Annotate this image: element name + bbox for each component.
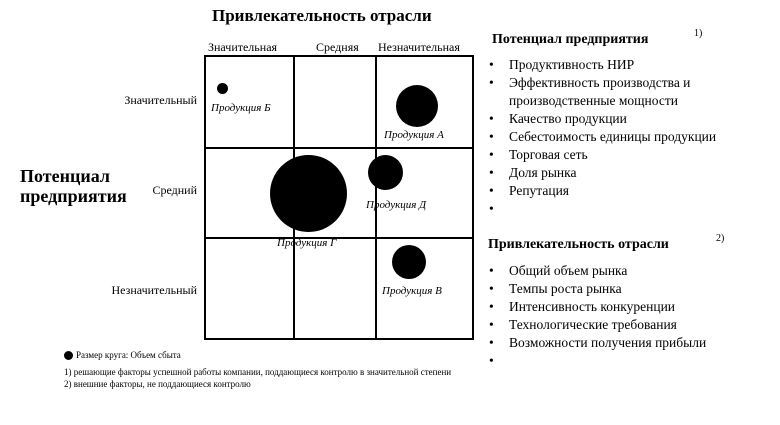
row-axis-title-line2: предприятия [20,186,127,206]
row-axis-title-line1: Потенциал [20,166,110,186]
circle-product-b [217,83,228,94]
grid-line-horizontal-1 [204,147,474,149]
footnote-2: 2) внешние факторы, не поддающиеся контролю [64,379,251,389]
list-item: • Доля рынка [489,164,716,182]
list-item: • Торговая сеть [489,146,716,164]
circle-product-d [368,155,403,190]
label-product-a: Продукция А [384,129,444,141]
circle-product-v [392,245,426,279]
footnote-1: 1) решающие факторы успешной работы компании, поддающиеся контролю в значительной степени [64,367,452,377]
panel-attractiveness-title: Привлекательность отрасли [488,237,669,252]
list-item: • Репутация [489,182,716,200]
label-product-v: Продукция В [382,285,442,297]
grid-line-horizontal-2 [204,237,474,239]
list-item: • Возможности получения прибыли [489,334,706,352]
list-item-continuation [489,92,716,110]
list-item: • Общий объем рынка [489,262,706,280]
list-item: • Интенсивность конкуренции [489,298,706,316]
row-header-medium: Средний [152,183,197,197]
circle-product-g [270,155,347,232]
panel-potential-footnote-mark: 1) [694,28,703,39]
row-header-insignificant: Незначительный [111,283,197,297]
row-axis-title [20,166,127,206]
list-item: • Эффективность производства и [489,74,716,92]
legend-circle-size [64,350,181,360]
list-item-text: производственные мощности [509,93,678,108]
panel-attractiveness-footnote-mark: 2) [716,233,725,244]
matrix-title: Привлекательность отрасли [212,6,432,25]
panel-attractiveness-list [489,262,706,352]
label-product-b: Продукция Б [211,102,271,114]
panel-potential-title: Потенциал предприятия [492,32,649,47]
legend-circle-size-text: Размер круга: Объем сбыта [76,350,181,360]
list-item: • Темпы роста рынка [489,280,706,298]
circle-product-a [396,85,438,127]
grid-line-vertical-2 [375,55,377,340]
list-item: • Продуктивность НИР [489,56,716,74]
list-item: • Себестоимость единицы продукции [489,128,716,146]
list-item: • Технологические требования [489,316,706,334]
column-header-significant: Значительная [208,40,278,54]
row-header-significant: Значительный [124,93,197,107]
panel-potential-list [489,56,716,200]
legend-circle-icon [64,351,73,360]
column-header-insignificant: Незначительная [378,40,460,54]
list-item: • Качество продукции [489,110,716,128]
label-product-d: Продукция Д [366,199,427,211]
column-header-medium: Средняя [316,40,359,54]
label-product-g: Продукция Г [277,237,337,249]
